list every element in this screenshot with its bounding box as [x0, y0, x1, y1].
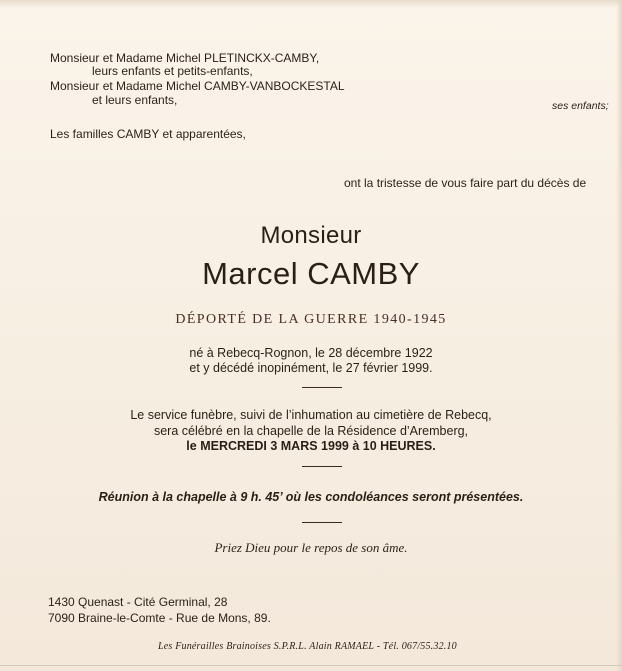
family-line-5: Les familles CAMBY et apparentées, [50, 127, 246, 141]
deceased-title: DÉPORTÉ DE LA GUERRE 1940-1945 [175, 312, 447, 327]
address-1: 1430 Quenast - Cité Germinal, 28 [48, 595, 228, 609]
divider-1 [302, 387, 342, 388]
family-line-2: leurs enfants et petits-enfants, [92, 64, 253, 78]
death-line: et y décédé inopinément, le 27 février 1999. [189, 361, 433, 375]
deceased-name: Marcel CAMBY [202, 256, 420, 291]
birth-line: né à Rebecq-Rognon, le 28 décembre 1922 [189, 346, 433, 360]
honorific: Monsieur [260, 222, 362, 249]
service-line-1: Le service funèbre, suivi de l’inhumation au cimetière de Rebecq, [130, 408, 492, 422]
paper-top-shadow [0, 0, 622, 8]
card-bottom-edge [0, 665, 622, 666]
divider-2 [302, 466, 342, 467]
announcement-text: ont la tristesse de vous faire part du décès de [344, 176, 587, 190]
family-line-4: et leurs enfants, [92, 93, 178, 107]
address-2: 7090 Braine-le-Comte - Rue de Mons, 89. [48, 611, 271, 625]
family-relation: ses enfants; [552, 100, 609, 112]
paper-right-shadow [616, 0, 622, 671]
reunion-text: Réunion à la chapelle à 9 h. 45’ où les condoléances seront présentées. [98, 490, 524, 504]
divider-3 [302, 522, 342, 523]
service-date: le MERCREDI 3 MARS 1999 à 10 HEURES. [186, 439, 436, 453]
family-line-3: Monsieur et Madame Michel CAMBY-VANBOCKESTAL [50, 79, 345, 93]
funeral-home-footer: Les Funérailles Brainoises S.P.R.L. Alain RAMAEL - Tél. 067/55.32.10 [158, 641, 457, 652]
service-line-2: sera célébré en la chapelle de la Résidence d’Aremberg, [153, 424, 469, 438]
family-line-1: Monsieur et Madame Michel PLETINCKX-CAMBY, [50, 51, 320, 65]
prayer-text: Priez Dieu pour le repos de son âme. [214, 540, 408, 555]
